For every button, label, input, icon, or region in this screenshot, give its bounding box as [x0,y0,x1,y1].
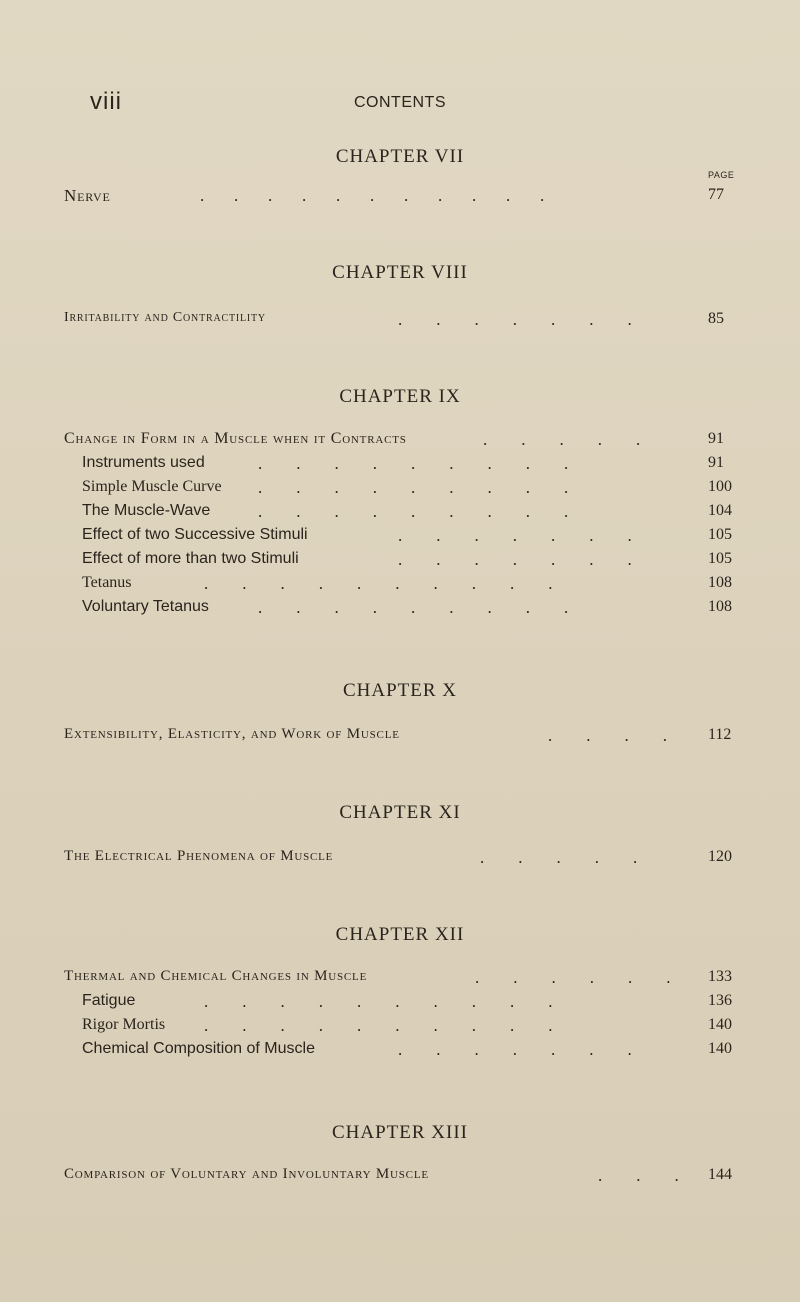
toc-entry [0,430,800,452]
leader-dots: . . . . . . . . . . [204,574,553,593]
toc-entry-title: Simple Muscle Curve [82,478,222,495]
toc-entry [0,526,800,548]
toc-entry-page: 91 [708,430,724,447]
toc-entry-page: 140 [708,1016,732,1033]
toc-entry [0,968,800,990]
toc-entry-page: 120 [708,848,732,865]
toc-entry [0,574,800,596]
toc-entry-title: Extensibility, Elasticity, and Work of Muscle [64,726,400,742]
page-number: viii [90,88,122,115]
toc-entry [0,992,800,1014]
leader-dots: . . . . . . . . . [258,598,569,617]
page-column-label: PAGE [708,170,735,180]
toc-entry [0,502,800,524]
toc-entry-page: 104 [708,502,732,519]
toc-entry [0,478,800,500]
toc-entry [0,848,800,870]
toc-entry-title: Comparison of Voluntary and Involuntary Muscle [64,1166,429,1182]
toc-entry-title: Fatigue [82,992,136,1009]
toc-entry-title: Effect of more than two Stimuli [82,550,299,567]
chapter-heading: CHAPTER VII [335,146,465,167]
leader-dots: . . . . . . . . . . . [200,186,545,205]
running-head-title: CONTENTS [354,94,446,111]
leader-dots: . . . . . . . [398,550,632,569]
toc-entry-title: Effect of two Successive Stimuli [82,526,308,543]
leader-dots: . . . [598,1166,679,1185]
toc-entry [0,1166,800,1188]
leader-dots: . . . . . . . [398,1040,632,1059]
chapter-heading: CHAPTER VIII [332,262,468,283]
toc-entry-title: Tetanus [82,574,132,591]
toc-entry-title: Nerve [64,186,111,205]
toc-entry-page: 105 [708,550,732,567]
toc-entry [0,550,800,572]
toc-entry [0,726,800,748]
leader-dots: . . . . . . [475,968,671,987]
toc-entry [0,310,800,332]
leader-dots: . . . . . . . . . . [204,1016,553,1035]
leader-dots: . . . . . [480,848,638,867]
chapter-heading: CHAPTER XIII [331,1122,469,1143]
toc-entry-page: 100 [708,478,732,495]
leader-dots: . . . . . . . . . [258,502,569,521]
leader-dots: . . . . . . . . . . [204,992,553,1011]
toc-entry-title: Rigor Mortis [82,1016,166,1033]
chapter-heading: CHAPTER XI [339,802,461,823]
toc-entry-page: 77 [708,186,724,203]
toc-entry-page: 108 [708,574,732,591]
toc-entry-page: 112 [708,726,732,743]
toc-entry-page: 91 [708,454,724,471]
toc-entry [0,598,800,620]
chapter-heading: CHAPTER XII [335,924,465,945]
toc-entry-title: The Electrical Phenomena of Muscle [64,848,334,864]
toc-entry [0,454,800,476]
leader-dots: . . . . . . . . . [258,478,569,497]
toc-entry-title: Voluntary Tetanus [82,598,209,615]
toc-entry [0,1016,800,1038]
toc-entry-page: 108 [708,598,732,615]
toc-entry-title: Instruments used [82,454,205,471]
chapter-heading: CHAPTER IX [339,386,461,407]
leader-dots: . . . . . . . [398,310,632,329]
toc-entry-title: Irritability and Contractility [64,310,266,325]
toc-entry [0,1040,800,1062]
toc-entry-title: Thermal and Chemical Changes in Muscle [64,968,368,984]
toc-entry [0,186,800,208]
leader-dots: . . . . . . . [398,526,632,545]
leader-dots: . . . . . . . . . [258,454,569,473]
leader-dots: . . . . . [483,430,641,449]
toc-entry-title: Chemical Composition of Muscle [82,1040,315,1057]
toc-entry-page: 136 [708,992,732,1009]
leader-dots: . . . . [548,726,667,745]
toc-entry-title: The Muscle-Wave [82,502,211,519]
toc-entry-page: 133 [708,968,732,985]
toc-entry-page: 140 [708,1040,732,1057]
toc-entry-page: 105 [708,526,732,543]
toc-entry-title: Change in Form in a Muscle when it Contracts [64,430,407,447]
chapter-heading: CHAPTER X [342,680,458,701]
toc-entry-page: 85 [708,310,724,327]
toc-entry-page: 144 [708,1166,732,1183]
